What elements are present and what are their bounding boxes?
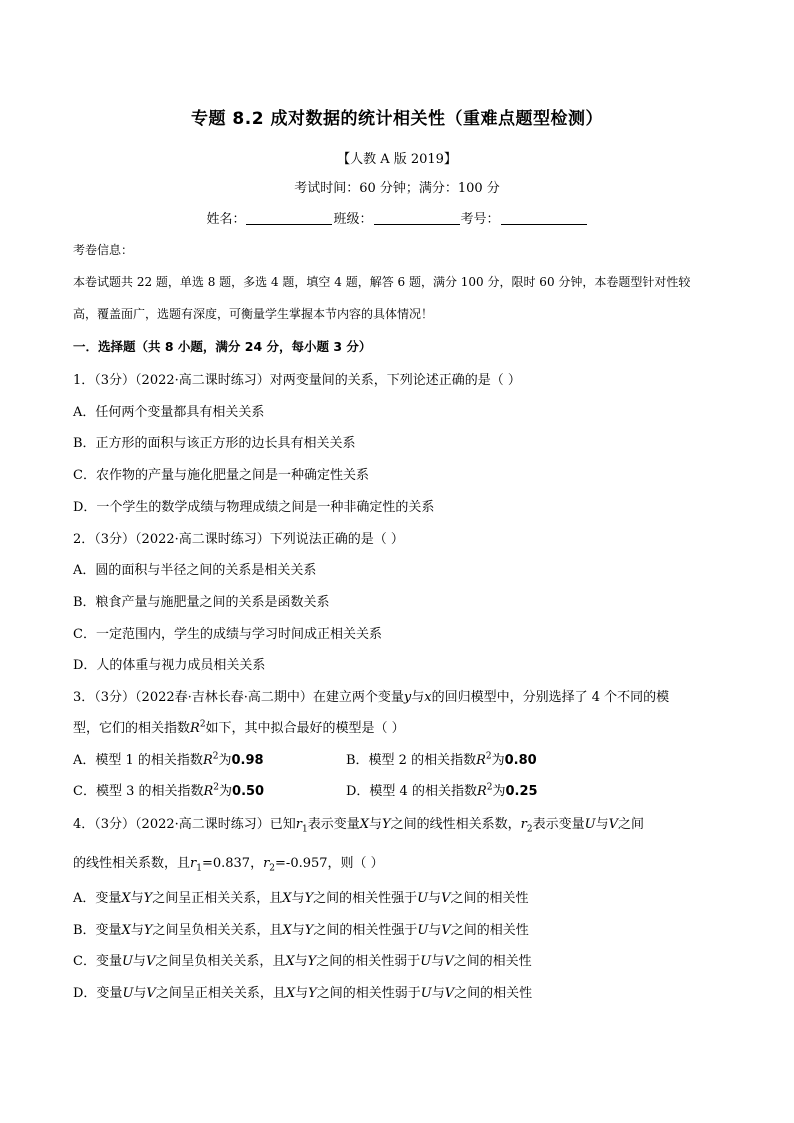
q4-option-b: B．变量X与Y之间呈负相关关系，且X与Y之间的相关性强于U与V之间的相关性 — [73, 923, 529, 938]
q3-option-b: B．模型 2 的相关指数$R^2$为0.80 — [346, 751, 537, 768]
q1-stem: 1．（3分）（2022·高二课时练习）对两变量间的关系，下列论述正确的是（ ） — [73, 373, 521, 388]
q4-stem-line-1: 4．（3分）（2022·高二课时练习）已知$r_1$表示变量X与Y之间的线性相关系数，$r_2$表示变量U与V之间 — [73, 817, 644, 835]
q1-option-d: D．一个学生的数学成绩与物理成绩之间是一种非确定性的关系 — [73, 500, 435, 515]
q1-option-b: B．正方形的面积与该正方形的边长具有相关关系 — [73, 436, 356, 451]
q2-option-c: C．一定范围内，学生的成绩与学习时间成正相关关系 — [73, 627, 382, 642]
info-line-1: 本卷试题共 22 题，单选 8 题，多选 4 题，填空 4 题，解答 6 题，满分 100 分，限时 60 分钟，本卷题型针对性较 — [73, 275, 691, 289]
q1-option-a: A．任何两个变量都具有相关关系 — [73, 405, 265, 420]
q3-stem-line-2: 型，它们的相关指数$R^2$如下，其中拟合最好的模型是（ ） — [73, 719, 405, 736]
q3-option-d: D．模型 4 的相关指数$R^2$为0.25 — [346, 782, 538, 799]
name-label: 姓名： — [206, 212, 246, 227]
number-blank — [501, 212, 587, 225]
q1-option-c: C．农作物的产量与施化肥量之间是一种确定性关系 — [73, 468, 369, 483]
student-info-row — [0, 208, 794, 227]
q3-option-a: A．模型 1 的相关指数$R^2$为0.98 — [73, 751, 264, 768]
info-line-2: 高，覆盖面广，选题有深度，可衡量学生掌握本节内容的具体情况！ — [73, 307, 434, 321]
q3-stem-line-1: 3．（3分）（2022春·吉林长春·高二期中）在建立两个变量y与x的回归模型中，分别选择了 4 个不同的模 — [73, 690, 670, 705]
q2-stem: 2．（3分）（2022·高二课时练习）下列说法正确的是（ ） — [73, 532, 404, 547]
info-heading: 考卷信息： — [73, 243, 134, 257]
q3-options-row-1 — [73, 749, 537, 768]
q4-stem-line-2: 的线性相关系数，且$r_1=0.837$，$r_2=-0.957$，则（ ） — [73, 856, 384, 874]
edition-label: 【人教 A 版 2019】 — [337, 152, 457, 167]
q4-option-c: C．变量U与V之间呈负相关关系，且X与Y之间的相关性弱于U与V之间的相关性 — [73, 954, 532, 969]
q2-option-a: A．圆的面积与半径之间的关系是相关关系 — [73, 563, 317, 578]
class-label: 班级： — [333, 212, 373, 227]
q2-option-d: D．人的体重与视力成员相关关系 — [73, 658, 266, 673]
q4-option-a: A．变量X与Y之间呈正相关关系，且X与Y之间的相关性强于U与V之间的相关性 — [73, 891, 529, 906]
page-title: 专题 8.2 成对数据的统计相关性（重难点题型检测） — [191, 109, 603, 129]
number-label: 考号： — [460, 212, 500, 227]
q3-options-row-2 — [73, 780, 538, 799]
section-heading: 一．选择题（共 8 小题，满分 24 分，每小题 3 分） — [73, 339, 372, 354]
name-blank — [246, 212, 332, 225]
exam-time: 考试时间：60 分钟；满分：100 分 — [294, 181, 500, 196]
q3-option-c: C．模型 3 的相关指数$R^2$为0.50 — [73, 782, 265, 799]
q2-option-b: B．粮食产量与施肥量之间的关系是函数关系 — [73, 595, 330, 610]
q4-option-d: D．变量U与V之间呈正相关关系，且X与Y之间的相关性弱于U与V之间的相关性 — [73, 986, 533, 1001]
class-blank — [374, 212, 460, 225]
